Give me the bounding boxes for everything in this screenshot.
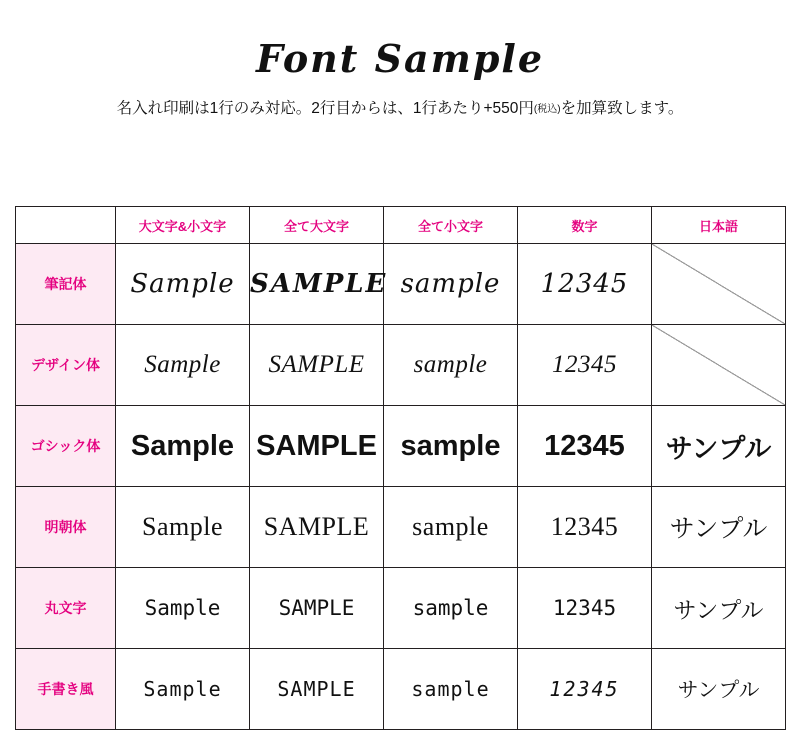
sample-gothic-japanese (652, 406, 786, 487)
sample-mincho-lower (384, 487, 518, 568)
sample-round-mixed (116, 568, 250, 649)
sample-hand-upper (250, 649, 384, 730)
table-body (16, 244, 786, 730)
page-note (0, 96, 800, 118)
table-row (16, 649, 786, 730)
row-header-gothic: ゴシック体 (16, 406, 116, 487)
page-note-tax: (税込) (533, 103, 561, 115)
sample-text: SAMPLE (268, 351, 365, 378)
sample-gothic-number (518, 406, 652, 487)
sample-text: Sample (144, 596, 221, 620)
sample-design-lower (384, 325, 518, 406)
sample-hand-number (518, 649, 652, 730)
table-corner-cell (16, 207, 116, 244)
row-header-mincho: 明朝体 (16, 487, 116, 568)
sample-round-japanese (652, 568, 786, 649)
sample-gothic-lower (384, 406, 518, 487)
sample-text: SAMPLE (250, 269, 388, 299)
sample-text: サンプル (669, 516, 768, 543)
sample-text: Sample (130, 429, 235, 462)
sample-text: 12345 (552, 596, 617, 620)
sample-text: Sample (144, 351, 221, 378)
sample-script-japanese-unavailable (652, 244, 786, 325)
row-header-design: デザイン体 (16, 325, 116, 406)
sample-round-number (518, 568, 652, 649)
column-header-mixed: 大文字&小文字 (116, 207, 250, 244)
sample-round-lower (384, 568, 518, 649)
table-row (16, 325, 786, 406)
column-header-number: 数字 (518, 207, 652, 244)
column-header-upper: 全て大文字 (250, 207, 384, 244)
page-note-prefix: 名入れ印刷は1行のみ対応。2行目からは、1行あたり+550円 (116, 99, 534, 117)
sample-text: サンプル (677, 678, 760, 702)
sample-text: sample (413, 351, 488, 378)
row-header-round: 丸文字 (16, 568, 116, 649)
sample-mincho-number (518, 487, 652, 568)
sample-text: sample (400, 429, 501, 462)
sample-text: サンプル (665, 433, 772, 464)
table-header-row (16, 207, 786, 244)
sample-design-mixed (116, 325, 250, 406)
diagonal-slash-icon (652, 325, 785, 405)
sample-mincho-japanese (652, 487, 786, 568)
sample-script-mixed (116, 244, 250, 325)
column-header-lower: 全て小文字 (384, 207, 518, 244)
row-header-handwriting: 手書き風 (16, 649, 116, 730)
sample-design-number (518, 325, 652, 406)
sample-hand-lower (384, 649, 518, 730)
sample-text: sample (412, 512, 489, 541)
sample-script-upper (250, 244, 388, 325)
sample-text: Sample (143, 677, 222, 701)
table-row (16, 487, 786, 568)
page-title: Font Sample (255, 36, 545, 81)
sample-text: SAMPLE (263, 512, 370, 541)
table-row (16, 568, 786, 649)
page-note-suffix: を加算致します。 (560, 99, 684, 117)
sample-design-japanese-unavailable (652, 325, 786, 406)
sample-text: sample (412, 596, 489, 620)
sample-hand-mixed (116, 649, 250, 730)
sample-text: sample (400, 269, 501, 299)
font-sample-table (15, 206, 786, 730)
sample-text: SAMPLE (256, 429, 377, 462)
diagonal-slash-icon (652, 244, 785, 324)
table-head (16, 207, 786, 244)
sample-text: 12345 (540, 269, 629, 299)
sample-gothic-upper (250, 406, 384, 487)
sample-gothic-mixed (116, 406, 250, 487)
sample-script-lower (384, 244, 518, 325)
sample-mincho-mixed (116, 487, 250, 568)
sample-mincho-upper (250, 487, 384, 568)
sample-text: Sample (130, 269, 235, 299)
sample-text: Sample (142, 512, 223, 541)
table-row (16, 244, 786, 325)
table-row (16, 406, 786, 487)
sample-text: 12345 (544, 429, 625, 462)
sample-design-upper (250, 325, 384, 406)
sample-text: SAMPLE (278, 596, 355, 620)
sample-round-upper (250, 568, 384, 649)
sample-text: 12345 (549, 677, 620, 701)
sample-script-number (518, 244, 652, 325)
row-header-script: 筆記体 (16, 244, 116, 325)
column-header-japanese: 日本語 (652, 207, 786, 244)
sample-text: SAMPLE (277, 677, 356, 701)
font-sample-table-wrap (15, 206, 785, 730)
font-sample-page (0, 38, 800, 748)
sample-text: 12345 (550, 512, 619, 541)
sample-hand-japanese (652, 649, 786, 730)
sample-text: 12345 (552, 351, 617, 378)
sample-text: sample (411, 677, 490, 701)
sample-text: サンプル (673, 597, 764, 624)
